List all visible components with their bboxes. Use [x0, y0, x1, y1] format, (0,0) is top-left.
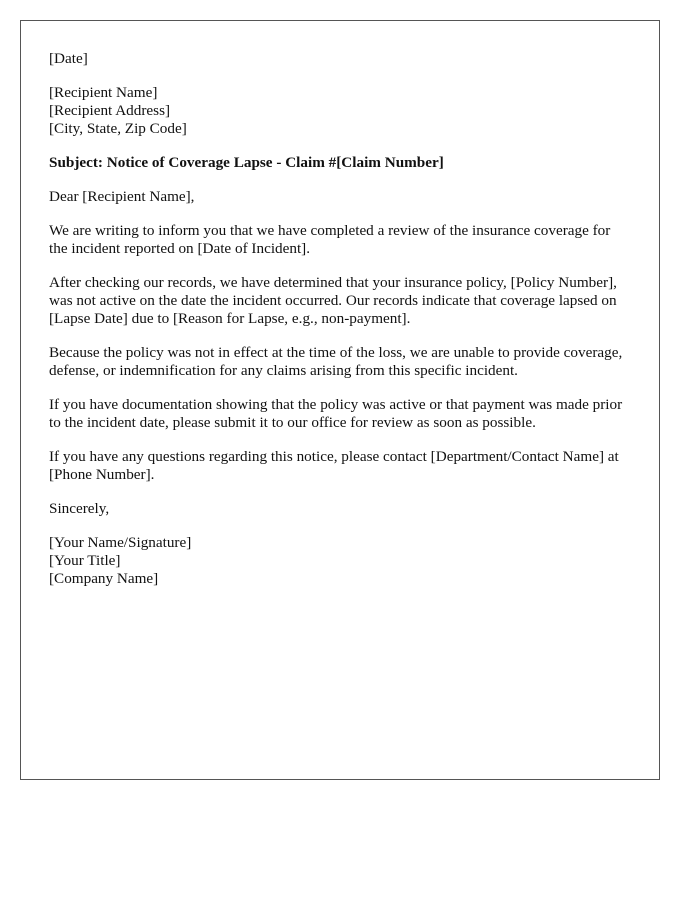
date-block — [49, 50, 631, 68]
closing: Sincerely, — [49, 500, 110, 517]
subject-line: Subject: Notice of Coverage Lapse - Claim #[Claim Number] — [49, 154, 444, 171]
letter-date: [Date] — [49, 50, 88, 67]
body-paragraph-3: Because the policy was not in effect at the time of the loss, we are unable to provide coverage, defense, or indemnification for any claims arising from this specific incident. — [49, 344, 623, 379]
body-paragraph-1: We are writing to inform you that we have completed a review of the insurance coverage for the incident reported on [Date of Incident]. — [49, 222, 611, 257]
signature-name: [Your Name/Signature] — [49, 534, 192, 551]
recipient-name: [Recipient Name] — [49, 84, 158, 101]
recipient-city-state-zip: [City, State, Zip Code] — [49, 120, 187, 137]
salutation: Dear [Recipient Name], — [49, 188, 195, 205]
body-paragraph-4: If you have documentation showing that the policy was active or that payment was made prior to the incident date, please submit it to our office for review as soon as possible. — [49, 396, 623, 431]
letter-page — [20, 20, 660, 780]
signature-title: [Your Title] — [49, 552, 121, 569]
signature-company: [Company Name] — [49, 570, 159, 587]
body-paragraph-2: After checking our records, we have determined that your insurance policy, [Policy Number], was not active on the date the incident occurred. Our records indicate that coverage lapsed on [Lapse Date] due to [Reason for Lapse, e.g., non-payment]. — [49, 274, 617, 327]
recipient-block — [49, 84, 631, 138]
body-paragraph-5: If you have any questions regarding this notice, please contact [Department/Contact Name] at [Phone Number]. — [49, 448, 619, 483]
recipient-address: [Recipient Address] — [49, 102, 171, 119]
signature-block — [49, 534, 631, 588]
